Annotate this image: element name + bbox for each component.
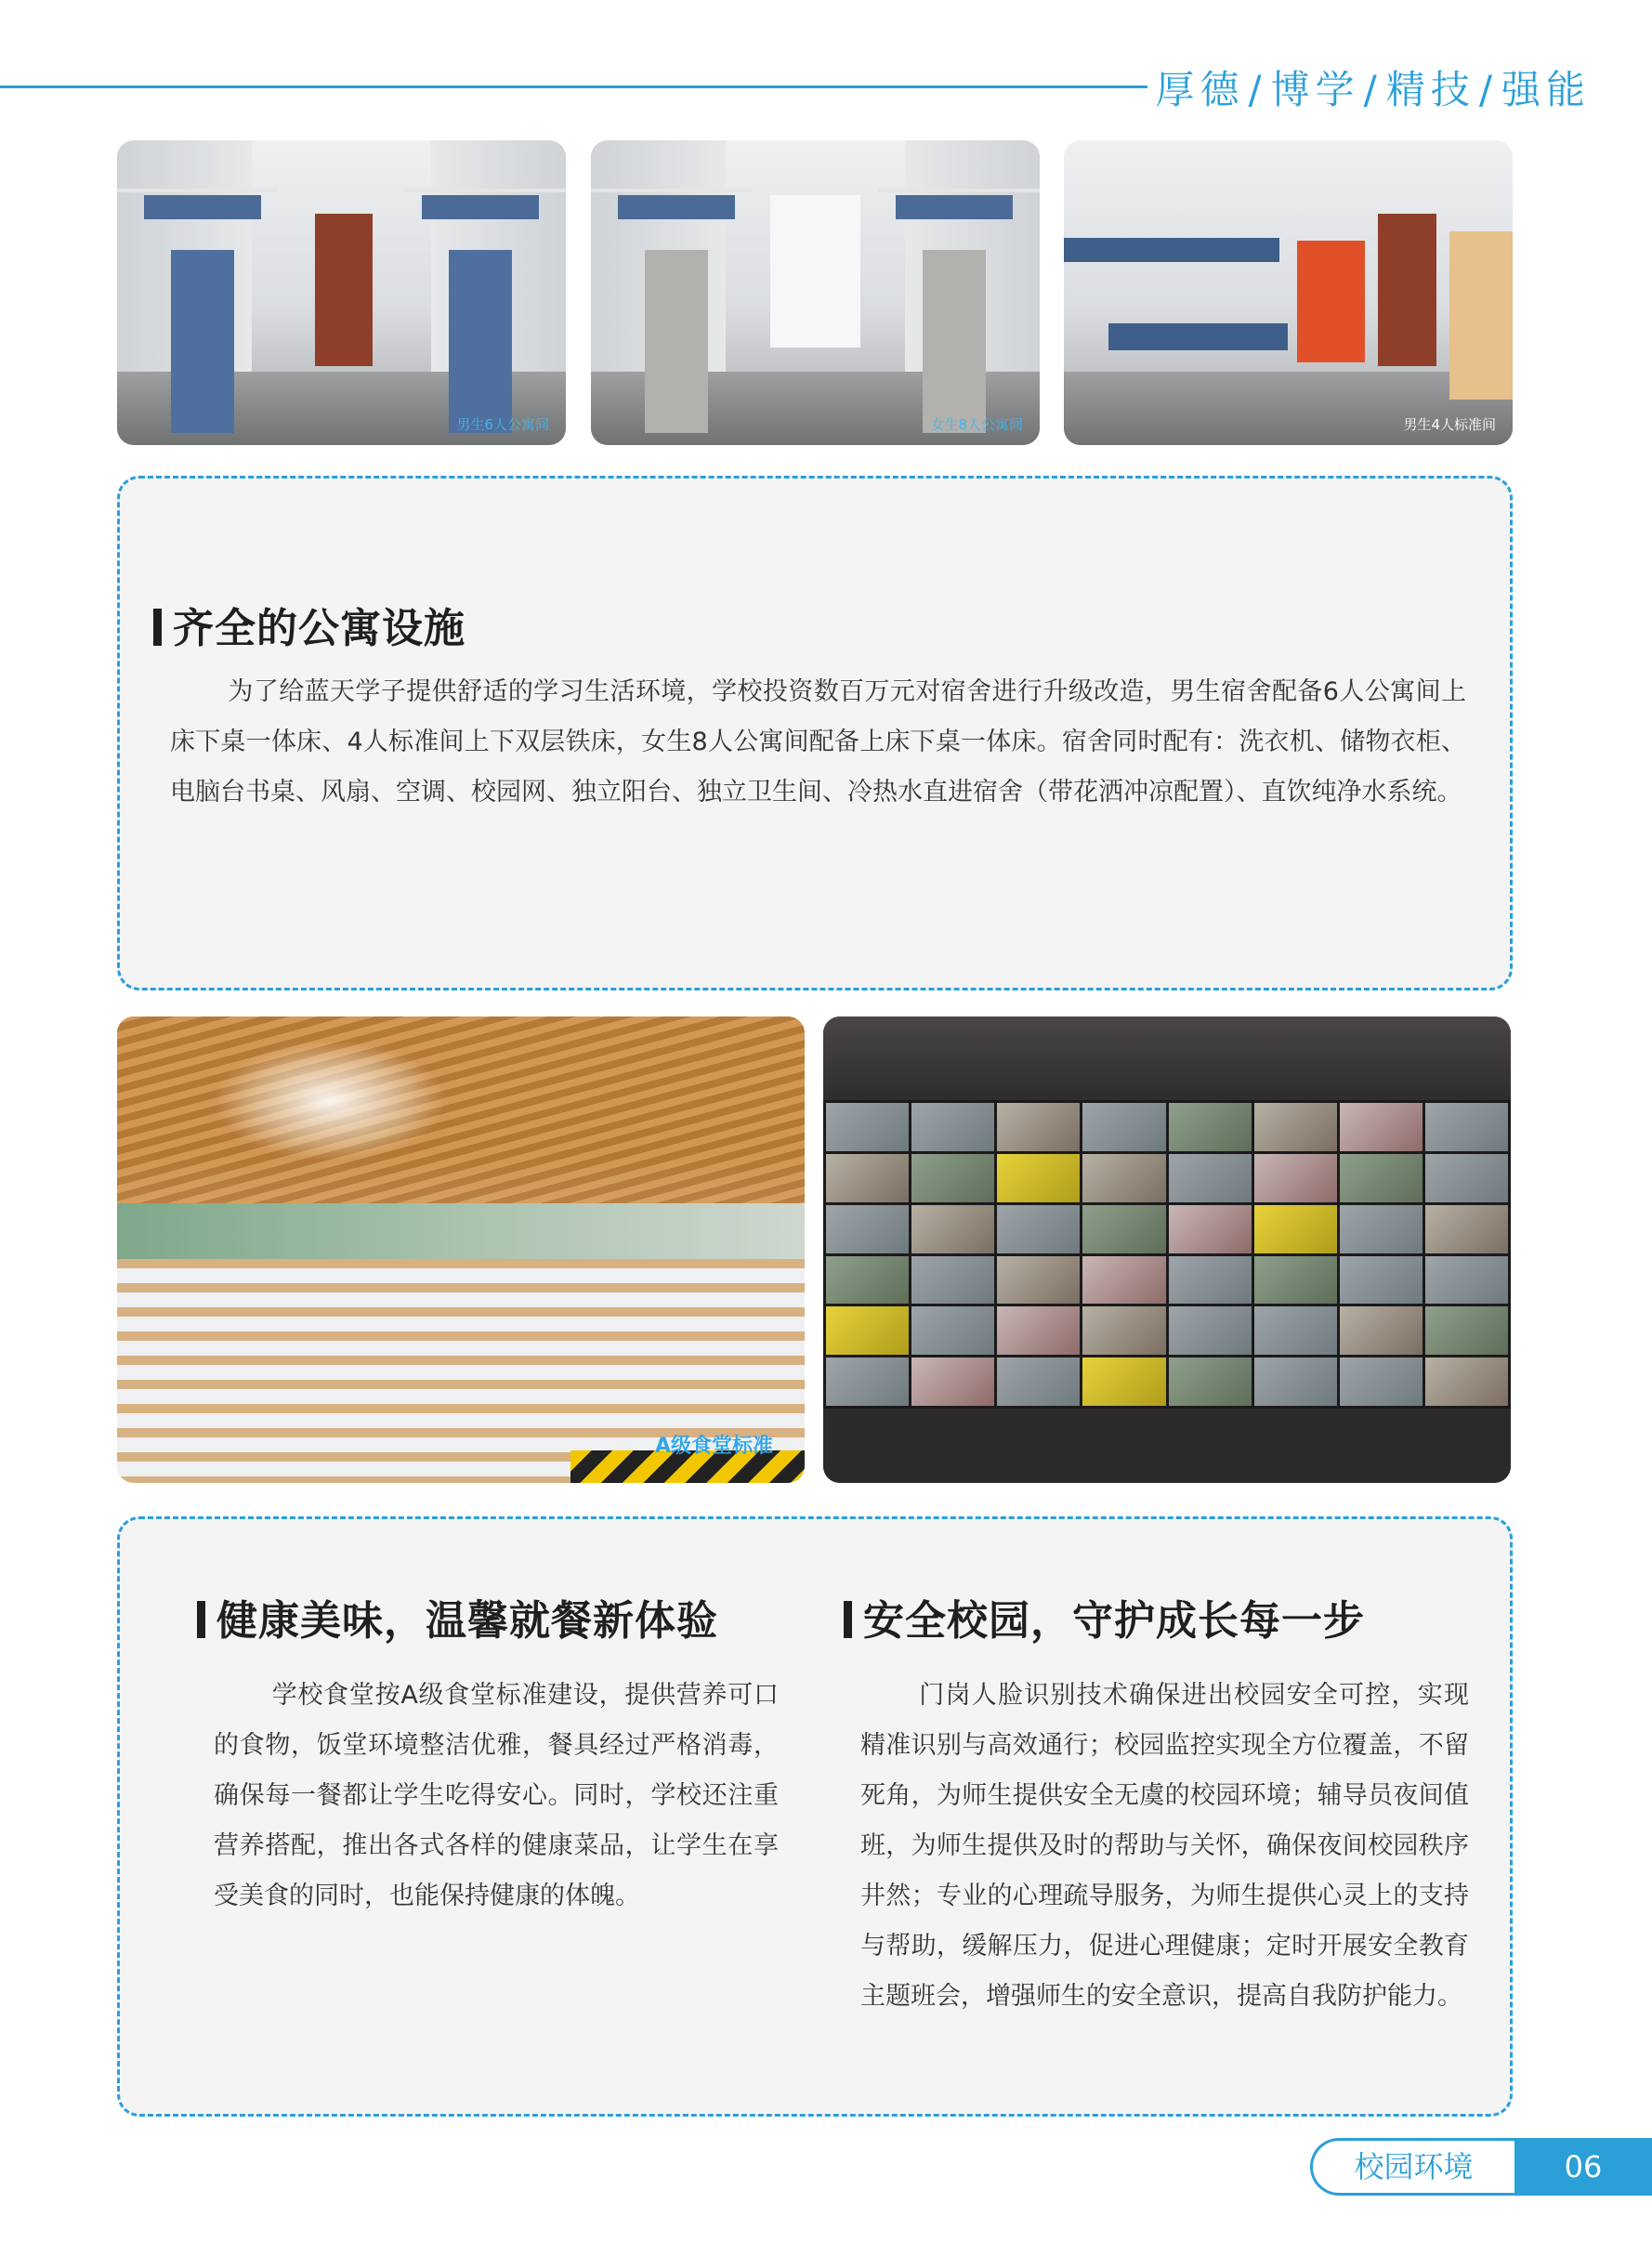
canteen-photo xyxy=(117,1017,805,1483)
food-section-title: 健康美味，温馨就餐新体验 xyxy=(216,1597,718,1645)
heading-bar xyxy=(153,609,162,646)
photo-caption: 女生8人公寓间 xyxy=(930,416,1023,433)
food-section-body xyxy=(214,1671,779,1922)
motto-word: 精技 xyxy=(1385,67,1475,112)
dorm-section-text: 为了给蓝天学子提供舒适的学习生活环境，学校投资数百万元对宿舍进行升级改造，男生宿舍配备6人公寓间上床下桌一体床、4人标准间上下双层铁床，女生8人公寓间配备上床下桌一体床。宿舍同时配有：洗衣机、储物衣柜、电脑台书桌、风扇、空调、校园网、独立阳台、独立卫生间、冷热水直进宿舍（带花洒冲凉配置）、直饮纯净水系统。 xyxy=(170,677,1466,807)
heading-bar xyxy=(197,1601,205,1638)
section-heading xyxy=(197,1587,718,1646)
motto-separator: / xyxy=(1248,67,1267,112)
heading-bar xyxy=(844,1601,852,1638)
photo-caption: 男生4人标准间 xyxy=(1403,416,1496,433)
safety-section-body xyxy=(860,1671,1469,2022)
food-section-text: 学校食堂按A级食堂标准建设，提供营养可口的食物，饭堂环境整洁优雅，餐具经过严格消毒，确保每一餐都让学生吃得安心。同时，学校还注重营养搭配，推出各式各样的健康菜品，让学生在享受美食的同时，也能保持健康的体魄。 xyxy=(214,1681,779,1910)
photo-caption: 男生6人公寓间 xyxy=(456,416,549,433)
motto-word: 强能 xyxy=(1501,67,1591,112)
surveillance-wall-photo xyxy=(823,1017,1511,1483)
safety-section-title: 安全校园，守护成长每一步 xyxy=(863,1597,1365,1645)
dorm-photo-8-person xyxy=(591,140,1040,445)
dorm-section-title: 齐全的公寓设施 xyxy=(173,605,465,652)
section-heading xyxy=(844,1587,1365,1646)
school-motto xyxy=(1155,59,1591,115)
dorm-photo-4-person xyxy=(1064,140,1513,445)
dorm-photo-6-person xyxy=(117,140,566,445)
motto-separator: / xyxy=(1478,67,1498,112)
motto-word: 博学 xyxy=(1270,67,1360,112)
photo-caption: A级食堂标准 xyxy=(654,1435,773,1458)
footer-section-label: 校园环境 xyxy=(1310,2138,1514,2196)
dorm-section-body xyxy=(170,667,1466,818)
section-heading xyxy=(153,595,465,654)
motto-word: 厚德 xyxy=(1155,67,1245,112)
page-number: 06 xyxy=(1514,2138,1652,2196)
header-rule xyxy=(0,85,1147,88)
safety-section-text: 门岗人脸识别技术确保进出校园安全可控，实现精准识别与高效通行；校园监控实现全方位覆盖，不留死角，为师生提供安全无虞的校园环境；辅导员夜间值班，为师生提供及时的帮助与关怀，确保夜间校园秩序井然；专业的心理疏导服务，为师生提供心灵上的支持与帮助，缓解压力，促进心理健康；定时开展安全教育主题班会，增强师生的安全意识，提高自我防护能力。 xyxy=(860,1681,1469,2011)
motto-separator: / xyxy=(1363,67,1383,112)
